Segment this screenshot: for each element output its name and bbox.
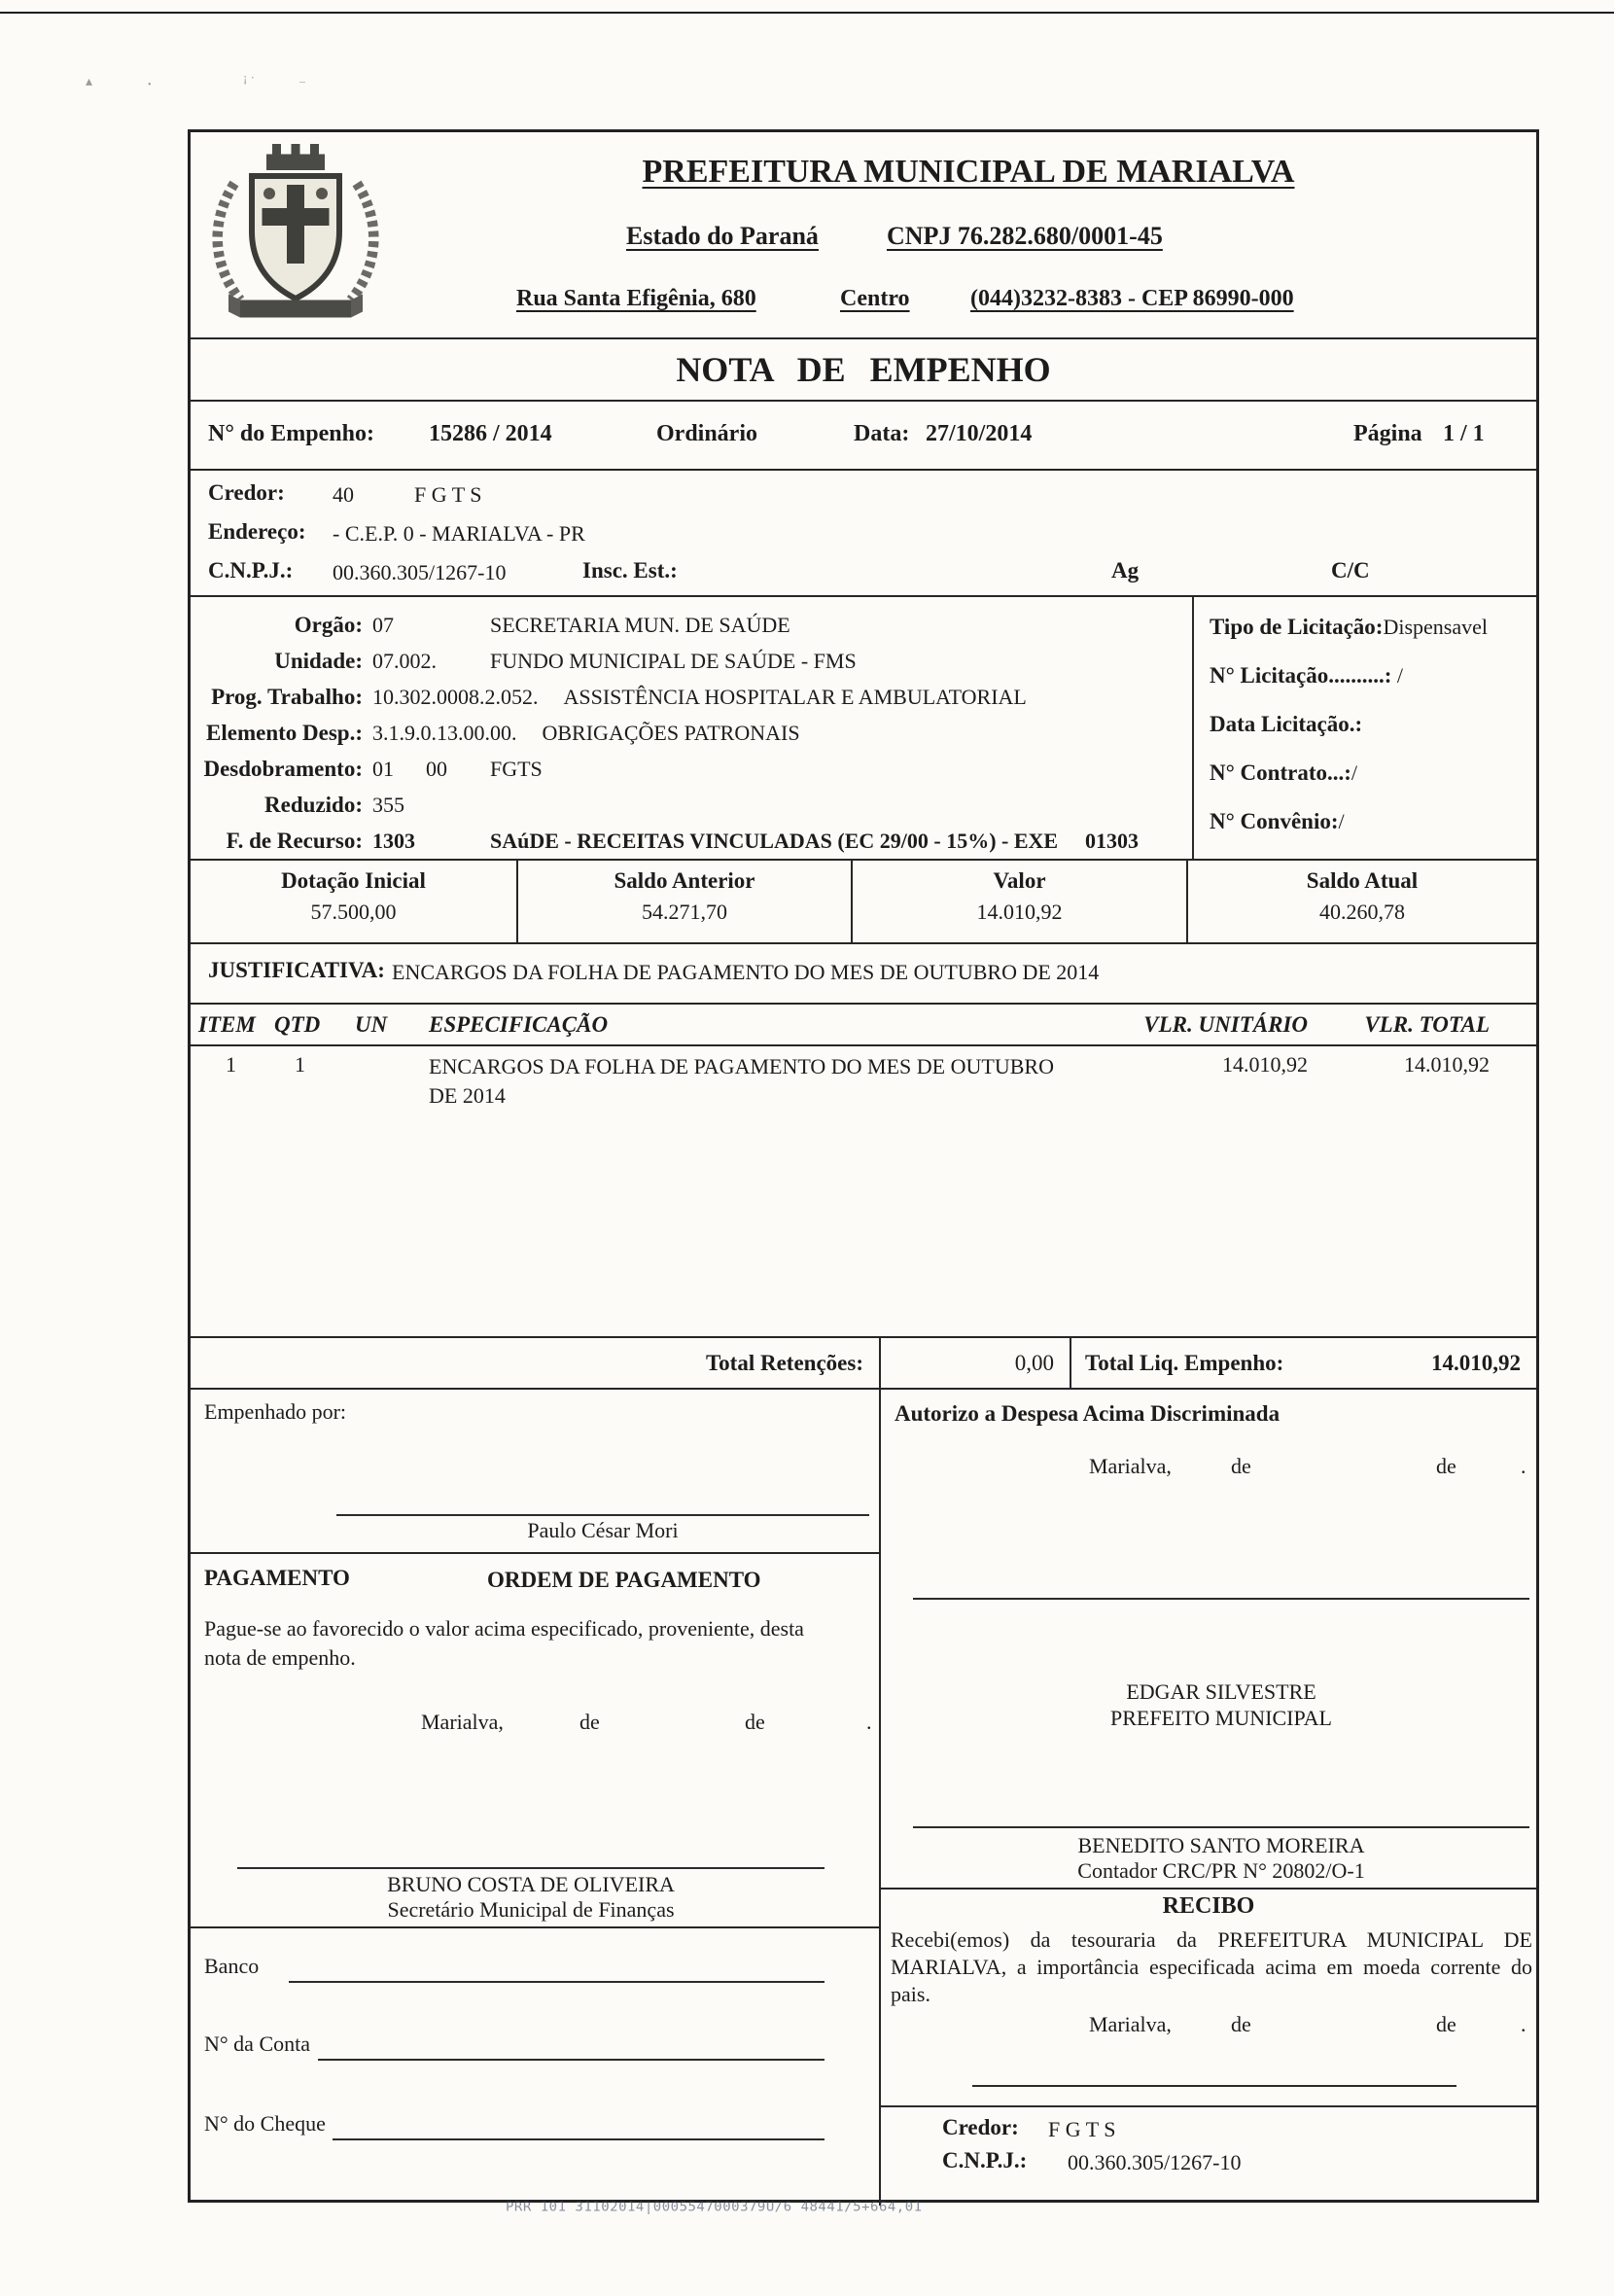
mayor-title: PREFEITO MUNICIPAL [1110, 1706, 1332, 1730]
nota-de-empenho-form [188, 129, 1539, 2203]
mayor-name: EDGAR SILVESTRE [1126, 1679, 1316, 1704]
field-code: 10.302.0008.2.052. [372, 685, 539, 709]
retentions-total-value: 0,00 [881, 1338, 1071, 1388]
column-header: Valor [993, 868, 1046, 893]
dot-matrix-footer-text: PRR 101 31102014|0005547000379U/6 48441/5+664,01 [506, 2200, 923, 2215]
items-header-spec: ESPECIFICAÇÃO [429, 1012, 609, 1037]
field-label: Reduzido: [264, 793, 363, 817]
form-header [191, 132, 1536, 337]
column-header: Dotação Inicial [281, 868, 426, 893]
net-total-value: 14.010,92 [1431, 1351, 1521, 1375]
item-quantity: 1 [295, 1052, 305, 1077]
header-street: Rua Santa Efigênia, 680 [516, 286, 756, 311]
creditor-name: F G T S [414, 482, 482, 507]
balance-cell-valor [851, 861, 1186, 942]
field-description: SECRETARIA MUN. DE SAÚDE [490, 613, 790, 637]
page-top-rule [0, 12, 1614, 14]
scan-artifact: ¡ · [243, 70, 255, 85]
bidding-info-panel [1194, 603, 1536, 846]
creditor-label: Credor: [208, 480, 285, 505]
net-total-label: Total Liq. Empenho: [1085, 1351, 1284, 1375]
field-code: 1303 [372, 829, 415, 853]
municipal-crest-logo [208, 138, 383, 331]
cheque-fill-line [333, 2138, 825, 2140]
empenho-date-value: 27/10/2014 [926, 421, 1033, 446]
creditor-block [191, 469, 1536, 595]
scan-artifact: • [148, 80, 152, 90]
period-mark: . [1521, 2012, 1526, 2036]
empenhado-box [191, 1390, 879, 1554]
empenho-number-row [191, 400, 1536, 469]
bidding-row [1194, 749, 1536, 797]
items-table-body [191, 1046, 1536, 1336]
agency-label: Ag [1111, 558, 1140, 583]
header-cnpj: CNPJ 76.282.680/0001-45 [887, 222, 1163, 250]
field-label: F. de Recurso: [226, 829, 363, 853]
bank-fill-line [289, 1981, 825, 1983]
field-code: 07.002. [372, 649, 437, 673]
municipality-title: PREFEITURA MUNICIPAL DE MARIALVA [642, 154, 1295, 190]
field-description: FGTS [490, 757, 543, 781]
justification-label: JUSTIFICATIVA: [208, 958, 385, 982]
balances-table [191, 859, 1536, 942]
balance-cell-dotacao [191, 861, 516, 942]
retentions-total-label: Total Retenções: [191, 1338, 881, 1388]
field-label: Orgão: [294, 613, 363, 637]
item-unit-value: 14.010,92 [1222, 1052, 1308, 1077]
classification-row [191, 751, 1192, 787]
justification-row [191, 942, 1536, 1003]
state-label: Estado do Paraná [626, 222, 819, 250]
field-description: SAúDE - RECEITAS VINCULADAS (EC 29/00 - 15%) - EXE [490, 829, 1059, 853]
signature-line [913, 1598, 1529, 1600]
cheque-number-label: N° do Cheque [204, 2111, 326, 2136]
column-header: Saldo Anterior [614, 868, 755, 893]
field-code: 01 00 [372, 757, 447, 781]
classification-row [191, 715, 1192, 751]
field-label: Prog. Trabalho: [211, 685, 363, 709]
funding-source-code: 01303 [1085, 829, 1139, 853]
receipt-cnpj-value: 00.360.305/1267-10 [1068, 2150, 1242, 2174]
item-total-value: 14.010,92 [1404, 1052, 1490, 1077]
bidding-row [1194, 652, 1536, 700]
receipt-creditor-value: F G T S [1048, 2117, 1116, 2141]
payment-title: PAGAMENTO [204, 1566, 350, 1590]
receipt-creditor-label: Credor: [942, 2115, 1019, 2139]
date-of-word: de [745, 1710, 765, 1734]
receipt-title: RECIBO [1162, 1893, 1255, 1919]
items-header-qtd: QTD [274, 1012, 321, 1037]
scan-artifact: – [299, 74, 305, 88]
column-header: Saldo Atual [1306, 868, 1419, 893]
field-value: / [1351, 760, 1358, 785]
creditor-address-value: - C.E.P. 0 - MARIALVA - PR [333, 521, 585, 546]
creditor-code: 40 [333, 482, 354, 507]
date-of-word: de [1436, 2012, 1456, 2036]
creditor-cnpj-label: C.N.P.J.: [208, 558, 294, 583]
account-fill-line [318, 2059, 825, 2061]
receipt-box [881, 1890, 1536, 2206]
signature-line [336, 1514, 869, 1516]
totals-row [191, 1336, 1536, 1390]
date-of-word: de [1436, 1454, 1456, 1478]
field-label: Unidade: [274, 649, 363, 673]
classification-row-funding-source [191, 823, 1192, 859]
empenhado-signer-name: Paulo César Mori [527, 1518, 679, 1542]
signature-line [972, 2085, 1456, 2087]
account-number-label: N° da Conta [204, 2031, 311, 2056]
balance-cell-saldo-anterior [516, 861, 851, 942]
balance-cell-saldo-atual [1186, 861, 1536, 942]
accountant-name: BENEDITO SANTO MOREIRA [1077, 1833, 1365, 1857]
justification-text: ENCARGOS DA FOLHA DE PAGAMENTO DO MES DE OUTUBRO DE 2014 [392, 960, 1100, 984]
column-value: 54.271,70 [642, 900, 727, 924]
field-code: 07 [372, 613, 394, 637]
receipt-text: Recebi(emos) da tesouraria da PREFEITURA MUNICIPAL DE MARIALVA, a importância especificada acima em moeda corrente do pais. [891, 1927, 1532, 2006]
date-of-word: de [1231, 2012, 1251, 2036]
page-number-value: 1 / 1 [1443, 421, 1485, 446]
field-description: ASSISTÊNCIA HOSPITALAR E AMBULATORIAL [563, 685, 1027, 709]
header-district: Centro [840, 286, 910, 311]
header-phone-cep: (044)3232-8383 - CEP 86990-000 [970, 286, 1294, 311]
column-value: 57.500,00 [310, 900, 397, 924]
signature-line [237, 1867, 825, 1869]
field-value: Dispensavel [1383, 615, 1488, 639]
receipt-cnpj-label: C.N.P.J.: [942, 2148, 1028, 2172]
classification-row [191, 787, 1192, 823]
payment-order-title: ORDEM DE PAGAMENTO [487, 1568, 761, 1592]
bidding-row [1194, 797, 1536, 846]
state-registration-label: Insc. Est.: [582, 558, 678, 583]
classification-row [191, 607, 1192, 643]
period-mark: . [866, 1710, 872, 1734]
bank-label: Banco [204, 1954, 260, 1978]
creditor-address-label: Endereço: [208, 519, 306, 544]
items-table-header [191, 1003, 1536, 1046]
empenho-modality: Ordinário [656, 421, 758, 446]
field-label: Data Licitação.: [1210, 712, 1363, 736]
empenho-number-value: 15286 / 2014 [429, 421, 552, 446]
items-header-unit-value: VLR. UNITÁRIO [1143, 1012, 1308, 1037]
empenho-date-label: Data: [854, 421, 910, 446]
period-mark: . [1521, 1454, 1526, 1478]
field-code: 355 [372, 793, 404, 817]
field-code: 3.1.9.0.13.00.00. [372, 721, 517, 745]
field-label: N° Convênio: [1210, 809, 1339, 833]
field-label: Desdobramento: [203, 757, 363, 781]
field-value: / [1338, 809, 1345, 833]
bidding-row [1194, 603, 1536, 652]
scan-artifact: ▴ [86, 75, 93, 89]
right-signature-column [881, 1390, 1536, 2206]
finance-secretary-name: BRUNO COSTA DE OLIVEIRA [387, 1872, 675, 1896]
field-description: FUNDO MUNICIPAL DE SAÚDE - FMS [490, 649, 857, 673]
item-specification: ENCARGOS DA FOLHA DE PAGAMENTO DO MES DE OUTUBRO DE 2014 [429, 1054, 1054, 1108]
authorization-title: Autorizo a Despesa Acima Discriminada [895, 1401, 1281, 1426]
date-of-word: de [1231, 1454, 1251, 1478]
classification-row [191, 679, 1192, 715]
field-label: Elemento Desp.: [206, 721, 363, 745]
field-value: / [1391, 663, 1404, 688]
document-title: NOTA DE EMPENHO [676, 350, 1051, 389]
account-label: C/C [1331, 558, 1370, 583]
bank-details-box [191, 1928, 879, 2206]
authorization-box [881, 1390, 1536, 1890]
column-value: 14.010,92 [976, 900, 1063, 924]
classification-row [191, 643, 1192, 679]
item-number: 1 [226, 1052, 236, 1077]
city-name: Marialva, [1089, 1454, 1172, 1478]
page-number-label: Página [1353, 421, 1422, 446]
budget-classification-block [191, 595, 1536, 859]
signatures-section [191, 1390, 1536, 2206]
accountant-title: Contador CRC/PR N° 20802/O-1 [1077, 1858, 1365, 1883]
receipt-divider [881, 2105, 1536, 2107]
classification-rows [191, 597, 1192, 859]
empenhado-label: Empenhado por: [204, 1399, 347, 1424]
bidding-row [1194, 700, 1536, 749]
city-name: Marialva, [421, 1710, 504, 1734]
field-description: OBRIGAÇÕES PATRONAIS [542, 721, 800, 745]
field-label: N° Licitação..........: [1210, 663, 1392, 688]
items-header-item: ITEM [198, 1012, 256, 1037]
items-header-total-value: VLR. TOTAL [1364, 1012, 1490, 1037]
payment-order-text: Pague-se ao favorecido o valor acima especificado, proveniente, desta nota de empenho. [204, 1616, 804, 1670]
creditor-cnpj-value: 00.360.305/1267-10 [333, 560, 507, 584]
field-label: N° Contrato...: [1210, 760, 1351, 785]
payment-order-box [191, 1554, 879, 1928]
document-title-bar [191, 337, 1536, 400]
column-value: 40.260,78 [1319, 900, 1405, 924]
left-signature-column [191, 1390, 881, 2206]
date-of-word: de [579, 1710, 600, 1734]
coat-of-arms-icon [208, 138, 383, 331]
empenho-number-label: N° do Empenho: [208, 421, 374, 446]
field-label: Tipo de Licitação: [1210, 615, 1384, 639]
finance-secretary-title: Secretário Municipal de Finanças [387, 1897, 675, 1922]
items-header-un: UN [355, 1012, 388, 1037]
signature-line [913, 1826, 1529, 1828]
city-name: Marialva, [1089, 2012, 1172, 2036]
